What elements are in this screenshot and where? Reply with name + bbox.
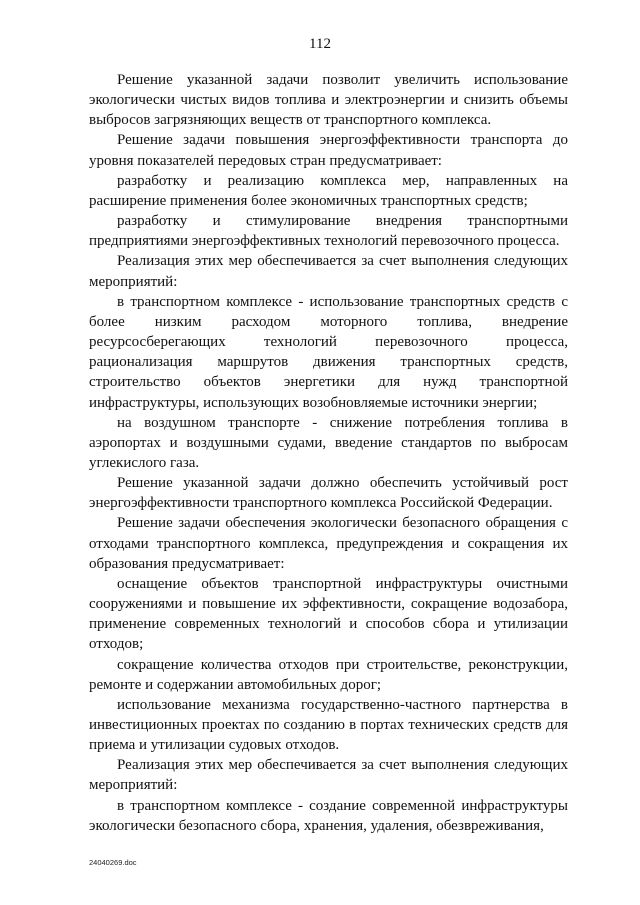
page-number: 112 [309,36,331,52]
paragraph: Решение указанной задачи позволит увеличить использование экологически чистых видов топлива и электроэнергии и снизить объемы выбросов загрязняющих веществ от транспортного комплекса. [89,72,568,129]
paragraph: на воздушном транспорте - снижение потребления топлива в аэропортах и воздушными судами, введение стандартов по выбросам углекислого газа. [89,414,568,471]
paragraph: Решение задачи повышения энергоэффективности транспорта до уровня показателей передовых стран предусматривает: [89,132,568,169]
document-filename: 24040269.doc [89,858,137,867]
paragraph: сокращение количества отходов при строительстве, реконструкции, ремонте и содержании автомобильных дорог; [89,656,568,693]
paragraph: Решение задачи обеспечения экологически безопасного обращения с отходами транспортного комплекса, предупреждения и сокращения их образования предусматривает: [89,515,568,572]
paragraph: Реализация этих мер обеспечивается за счет выполнения следующих мероприятий: [89,757,568,794]
paragraph: в транспортном комплексе - использование транспортных средств с более низким расходом моторного топлива, внедрение ресурсосберегающих технологий перевозочного процесса, рационализация маршрутов движения транспортных средств, строительство объектов энергетики для нужд транспортной инфраструктуры, использующих возобновляемые источники энергии; [89,293,568,411]
paragraph: Решение указанной задачи должно обеспечить устойчивый рост энергоэффективности транспортного комплекса Российской Федерации. [89,475,568,512]
paragraph: оснащение объектов транспортной инфраструктуры очистными сооружениями и повышение их эффективности, сокращение водозабора, применение современных технологий и способов сбора и утилизации отходов; [89,575,568,653]
document-body [89,70,568,836]
paragraph: разработку и стимулирование внедрения транспортными предприятиями энергоэффективных технологий перевозочного процесса. [89,213,568,250]
paragraph: использование механизма государственно-частного партнерства в инвестиционных проектах по созданию в портах технических средств для приема и утилизации судовых отходов. [89,696,568,754]
paragraph: в транспортном комплексе - создание современной инфраструктуры экологически безопасного сбора, хранения, удаления, обезвреживания, [89,797,568,834]
paragraph: разработку и реализацию комплекса мер, направленных на расширение применения более экономичных транспортных средств; [89,172,568,209]
paragraph: Реализация этих мер обеспечивается за счет выполнения следующих мероприятий: [89,253,568,290]
